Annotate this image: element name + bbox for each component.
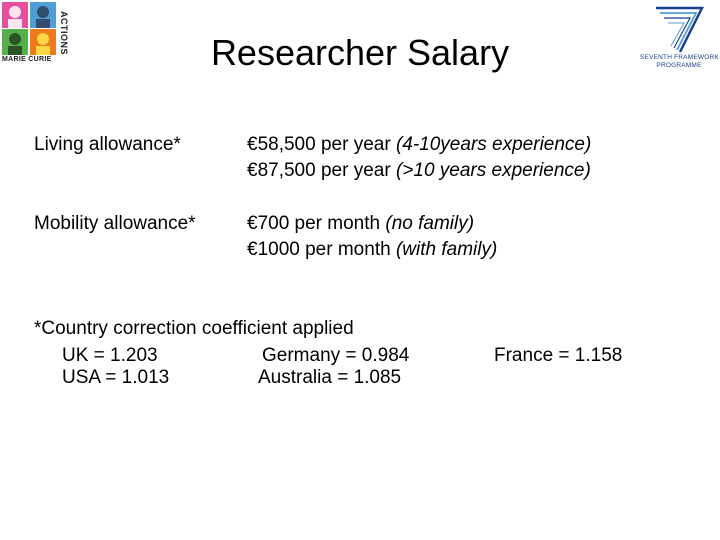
coefficient-france: France = 1.158 [494, 345, 623, 366]
coefficient-germany: Germany = 0.984 [262, 345, 410, 366]
mobility-allowance-value-2: €1000 per month [247, 239, 391, 260]
mobility-allowance-note-2: (with family) [395, 239, 498, 260]
living-allowance-note-1: (4-10years experience) [395, 134, 592, 155]
living-allowance-label: Living allowance* [34, 134, 181, 155]
living-allowance-value-2: €87,500 per year [247, 160, 391, 181]
mobility-allowance-label: Mobility allowance* [34, 213, 196, 234]
living-allowance-line-2 [247, 160, 591, 182]
living-allowance-line-1 [247, 134, 591, 156]
mobility-allowance-line-2 [247, 239, 497, 261]
page-title: Researcher Salary [210, 32, 510, 73]
coefficient-usa: USA = 1.013 [62, 367, 170, 388]
logo-tile-blue [30, 2, 56, 28]
mobility-allowance-line-1 [247, 213, 474, 235]
coefficient-uk: UK = 1.203 [62, 345, 158, 366]
living-allowance-note-2: (>10 years experience) [395, 160, 591, 181]
mobility-allowance-note-1: (no family) [385, 213, 475, 234]
coefficient-australia: Australia = 1.085 [258, 367, 402, 388]
logo-tile-pink [2, 2, 28, 28]
mobility-allowance-value-1: €700 per month [247, 213, 381, 234]
living-allowance-value-1: €58,500 per year [247, 134, 391, 155]
logo-caption: MARIE CURIE [2, 56, 52, 63]
footnote-title: *Country correction coefficient applied [34, 318, 354, 339]
fp7-caption-line1: SEVENTH FRAMEWORK [640, 54, 719, 61]
logo-side-text: ACTIONS [59, 11, 69, 55]
fp7-caption-line2: PROGRAMME [656, 62, 702, 69]
